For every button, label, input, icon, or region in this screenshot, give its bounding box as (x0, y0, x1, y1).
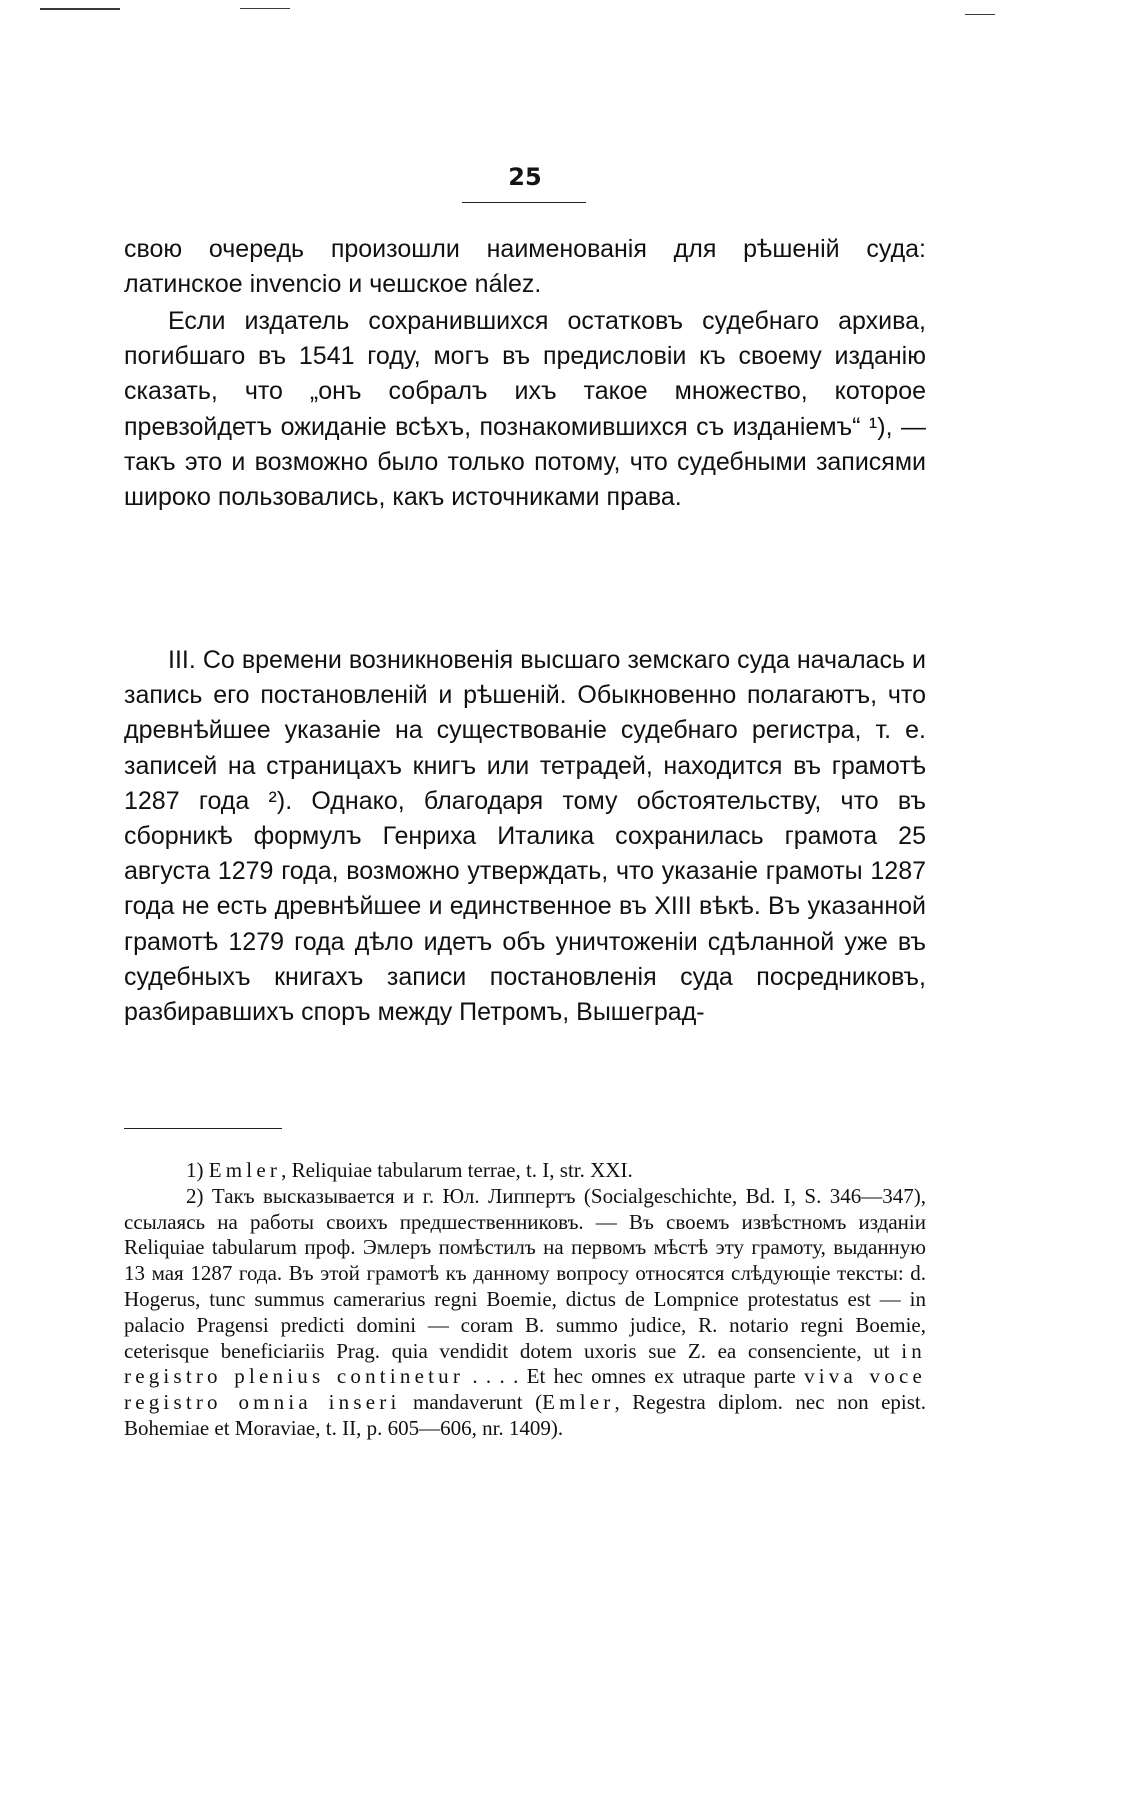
scan-edge-mark-right (965, 14, 995, 15)
footnote-1 (124, 1158, 926, 1184)
paragraph-2-text: Если издатель сохранившихся остатковъ судебнаго архива, погибшаго въ 1541 году, могъ въ предисловіи къ своему изданію сказать, что „онъ собралъ ихъ такое множество, которое превзойдетъ ожиданіе всѣхъ, познакомившихся съ изданіемъ“ ¹), — такъ это и возможно было только потому, что судебными записями широко пользовались, какъ источниками права. (124, 307, 926, 512)
paragraph-1-text: свою очередь произошли наименованія для рѣшеній суда: латинское invencio и чешское nález. (124, 235, 926, 299)
footnote-1-text: , Reliquiae tabularum terrae, t. I, str. XXI. (281, 1158, 633, 1182)
footnote-2-spaced-a: in registro plenius continetur (124, 1338, 926, 1389)
footnote-rule (124, 1128, 282, 1129)
footnote-2 (124, 1184, 926, 1442)
footnote-2-text-c: mandaverunt ( (400, 1390, 543, 1415)
footnote-1-author: Emler (208, 1158, 282, 1182)
paragraph-3 (124, 643, 926, 1030)
footnote-2-author: Emler (542, 1390, 615, 1415)
page-number: 25 (508, 163, 542, 191)
scan-edge-mark-left (40, 8, 120, 10)
paragraph-3-text: III. Со времени возникновенія высшаго земскаго суда началась и запись его постановленій и рѣшеній. Обыкновенно полагаютъ, что древнѣйшее указаніе на существованіе судебнаго регистра, т. е. записей на страницахъ книгъ или тетрадей, находится въ грамотѣ 1287 года ²). Однако, благодаря тому обстоятельству, что въ сборникѣ формулъ Генриха Италика сохранилась грамота 25 августа 1279 года, возможно утверждать, что указаніе грамоты 1287 года не есть древнѣйшее и единственное въ XIII вѣкѣ. Въ указанной грамотѣ 1279 года дѣло идетъ объ уничтоженіи сдѣланной уже въ судебныхъ книгахъ записи постановленія суда посредниковъ, разбиравшихъ споръ между Петромъ, Вышеград- (124, 646, 926, 1027)
footnotes (124, 1158, 926, 1442)
paragraph-2 (124, 304, 926, 515)
page-number-rule (462, 202, 586, 203)
scan-edge-mark-mid (240, 8, 290, 9)
paragraph-1 (124, 232, 926, 302)
footnote-2-text-a: 2) Такъ высказывается и г. Юл. Липпертъ (Socialgeschichte, Bd. I, S. 346—347), ссылаясь на работы своихъ предшественниковъ. — Въ своемъ извѣстномъ изданіи Reliquiae tabularum проф. Эмлеръ помѣстилъ на первомъ мѣстѣ эту грамоту, выданную 13 мая 1287 года. Въ этой грамотѣ къ данному вопросу относятся слѣдующіе тексты: d. Hogerus, tunc summus camerarius regni Boemie, dictus de Lompnice protestatus est — in palacio Pragensi predicti domini — coram B. summo judice, R. notario regni Boemie, ceterisque beneficiariis Prag. quia vendidit dotem uxoris sue Z. ea consenciente, ut (124, 1183, 926, 1363)
footnote-2-spaced-b: viva voce registro omnia inseri (124, 1364, 926, 1415)
footnote-2-text-d: , Regestra diplom. nec non epist. Bohemiae et Moraviae, t. II, p. 605—606, nr. 1409). (124, 1390, 926, 1440)
footnote-1-marker: 1) (186, 1158, 209, 1182)
footnote-2-text-b: . . . . Et hec omnes ex utraque parte (464, 1364, 805, 1389)
